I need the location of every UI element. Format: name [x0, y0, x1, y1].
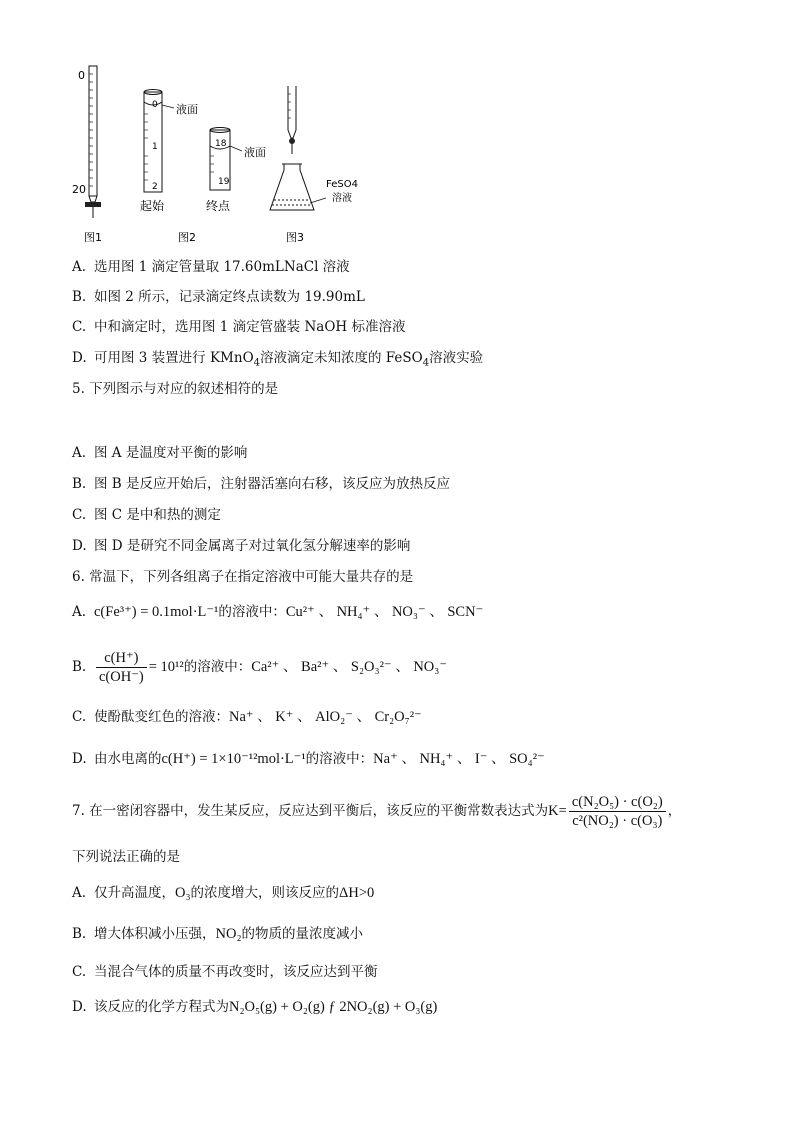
option-label: C. — [72, 709, 87, 725]
option-text: 图 D 是研究不同金属离子对过氧化氢分解速率的影响 — [94, 538, 411, 554]
option-label: B. — [72, 289, 87, 305]
fig2-left-tick-1: 1 — [152, 142, 158, 152]
option-text: 的物质的量浓度减小 — [241, 926, 363, 942]
concentration-ratio — [96, 649, 147, 686]
option-label: D. — [72, 751, 87, 767]
option-label: D. — [72, 350, 87, 366]
option-text: 如图 2 所示，记录滴定终点读数为 19.90mL — [94, 289, 365, 305]
k-denominator: c²(NO₂) · c(O₃) — [572, 813, 663, 829]
option-text: 当混合气体的质量不再改变时，该反应达到平衡 — [94, 964, 378, 980]
ratio-value: = 10¹² — [148, 659, 184, 675]
fig1-tick-bottom: 20 — [72, 183, 86, 196]
option-text: 溶液实验 — [429, 350, 484, 366]
q4-option-a — [72, 258, 350, 276]
option-text: 增大体积减小压强， — [94, 926, 216, 942]
ratio-numerator: c(H⁺) — [96, 649, 147, 668]
option-text: 可用图 3 装置进行 KMnO — [94, 350, 254, 366]
q6-option-a — [72, 603, 483, 621]
option-label: D. — [72, 999, 87, 1015]
species: NO₂ — [215, 926, 242, 942]
fig2-right-tick-18: 18 — [215, 139, 227, 149]
option-text: 的溶液中： — [218, 604, 286, 620]
fig3-label: 图3 — [286, 231, 304, 244]
option-text: 溶液滴定未知浓度的 FeSO — [260, 350, 423, 366]
fig1-tick-top: 0 — [78, 69, 85, 82]
equilibrium-constant — [569, 793, 666, 830]
fig2-left-tick-2: 2 — [152, 182, 158, 192]
titration-figures — [60, 58, 440, 248]
q4-option-c — [72, 318, 405, 336]
fig1-label: 图1 — [84, 231, 102, 244]
fig2-left-tick-0: 0 — [152, 100, 158, 110]
option-text: 使酚酞变红色的溶液： — [94, 709, 229, 725]
species: O₃ — [175, 885, 191, 901]
option-label: A. — [72, 445, 87, 461]
q6-option-b — [72, 645, 447, 689]
subscript: 4 — [253, 357, 261, 369]
k-prefix: K= — [548, 803, 567, 819]
condition: c(H⁺) = 1×10⁻¹²mol·L⁻¹ — [161, 751, 306, 767]
option-label: C. — [72, 507, 87, 523]
q7-stem — [72, 789, 681, 833]
enthalpy: ΔH>0 — [339, 885, 375, 901]
q5-option-b — [72, 475, 450, 493]
option-label: B. — [72, 476, 87, 492]
stem-text: 7. 在一密闭容器中，发生某反应，反应达到平衡后，该反应的平衡常数表达式为 — [72, 803, 549, 819]
ion-list: Na⁺ 、 K⁺ 、 AlO₂⁻ 、 Cr₂O₇²⁻ — [229, 709, 422, 725]
fig2-right-liquid-label: 液面 — [244, 146, 266, 159]
option-label: D. — [72, 538, 87, 554]
chemical-equation: N₂O₅(g) + O₂(g) ƒ 2NO₂(g) + O₃(g) — [229, 999, 438, 1015]
q5-option-d — [72, 537, 410, 555]
k-numerator: c(N₂O₅) · c(O₂) — [569, 793, 666, 812]
figure-1-burette — [72, 66, 102, 244]
option-text: 仅升高温度， — [94, 885, 175, 901]
option-text: 该反应的化学方程式为 — [94, 999, 229, 1015]
option-text: 的溶液中： — [183, 659, 252, 675]
fig2-left-liquid-label: 液面 — [176, 103, 198, 116]
option-label: B. — [72, 926, 87, 942]
ion-list: Cu²⁺ 、 NH₄⁺ 、 NO₃⁻ 、 SCN⁻ — [285, 604, 484, 620]
option-label: C. — [72, 319, 87, 335]
subscript: 4 — [422, 357, 430, 369]
k-suffix: ， — [667, 803, 682, 819]
q7-option-b — [72, 925, 363, 943]
option-label: A. — [72, 885, 87, 901]
option-text: 中和滴定时，选用图 1 滴定管盛装 NaOH 标准溶液 — [94, 319, 406, 335]
ion-list: Ca²⁺ 、 Ba²⁺ 、 S₂O₃²⁻ 、 NO₃⁻ — [251, 659, 447, 675]
q4-option-b — [72, 288, 365, 306]
option-text: 选用图 1 滴定管量取 17.60mLNaCl 溶液 — [94, 259, 350, 275]
q5-stem: 5. 下列图示与对应的叙述相符的是 — [72, 381, 279, 397]
option-text: 的溶液中： — [305, 751, 374, 767]
option-label: A. — [72, 604, 87, 620]
condition: c(Fe³⁺) = 0.1mol·L⁻¹ — [94, 604, 219, 620]
fig3-flask-label-2: 溶液 — [332, 193, 352, 204]
q7-stem-2: 下列说法正确的是 — [72, 849, 180, 865]
q5-option-a — [72, 444, 247, 462]
fig2-right-tick-19: 19 — [218, 177, 230, 187]
fig3-flask-label-1: FeSO4 — [326, 179, 358, 190]
fig2-right-caption: 终点 — [206, 199, 231, 213]
q6-option-c — [72, 708, 422, 726]
q5-option-c — [72, 506, 221, 524]
option-label: C. — [72, 964, 87, 980]
q6-option-d — [72, 750, 545, 768]
ratio-denominator: c(OH⁻) — [99, 669, 144, 685]
option-text: 图 A 是温度对平衡的影响 — [94, 445, 248, 461]
option-text: 图 C 是中和热的测定 — [94, 507, 221, 523]
q7-option-d — [72, 998, 437, 1016]
q7-option-a — [72, 884, 374, 902]
fig2-left-caption: 起始 — [140, 199, 165, 213]
option-label: A. — [72, 259, 87, 275]
ion-list: Na⁺ 、 NH₄⁺ 、 I⁻ 、 SO₄²⁻ — [373, 751, 545, 767]
fig2-label: 图2 — [178, 231, 196, 244]
option-text: 由水电离的 — [94, 751, 162, 767]
figure-3-apparatus — [270, 86, 358, 244]
option-label: B. — [72, 659, 87, 675]
q7-option-c — [72, 963, 378, 981]
option-text: 的浓度增大，则该反应的 — [190, 885, 340, 901]
q6-stem: 6. 常温下，下列各组离子在指定溶液中可能大量共存的是 — [72, 569, 414, 585]
figure-2-readings — [140, 90, 266, 245]
option-text: 图 B 是反应开始后，注射器活塞向右移，该反应为放热反应 — [94, 476, 451, 492]
q4-option-d — [72, 349, 483, 373]
